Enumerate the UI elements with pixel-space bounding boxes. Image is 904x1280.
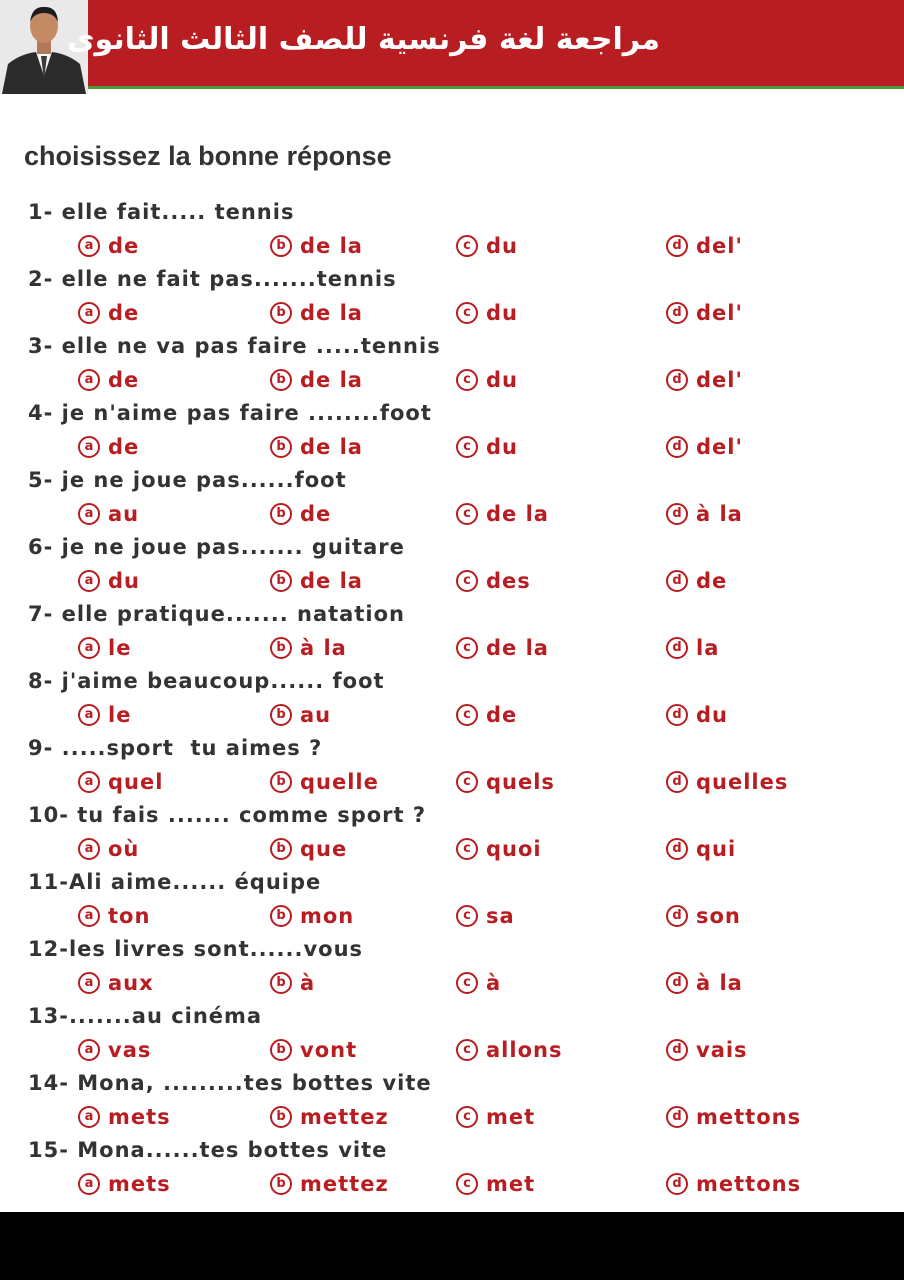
answer-option[interactable] [270, 366, 363, 394]
option-letter-badge: a [78, 771, 100, 793]
option-text: del' [696, 435, 743, 459]
option-text: à [300, 971, 316, 995]
option-text: de la [300, 368, 363, 392]
option-text: del' [696, 301, 743, 325]
question-item [28, 1071, 888, 1138]
answer-option[interactable] [78, 1036, 151, 1064]
option-text: du [486, 301, 518, 325]
option-text: du [486, 368, 518, 392]
option-text: de [300, 502, 332, 526]
option-text: del' [696, 234, 743, 258]
answer-option[interactable] [456, 1170, 535, 1198]
option-text: mets [108, 1105, 171, 1129]
option-text: vas [108, 1038, 152, 1062]
option-text: met [486, 1105, 536, 1129]
question-item [28, 334, 888, 401]
question-text: 10- tu fais ....... comme sport ? [28, 803, 427, 827]
answer-option[interactable] [270, 299, 363, 327]
answer-option[interactable] [270, 902, 354, 930]
option-text: mon [300, 904, 355, 928]
answer-option[interactable] [78, 969, 154, 997]
option-letter-badge: b [270, 838, 292, 860]
option-text: du [696, 703, 728, 727]
answer-option[interactable] [666, 1170, 801, 1198]
page-header-title: مراجعة لغة فرنسية للصف الثالث الثانوى [67, 22, 660, 57]
option-text: aux [108, 971, 154, 995]
option-letter-badge: d [666, 972, 688, 994]
option-letter-badge: b [270, 905, 292, 927]
option-letter-badge: d [666, 235, 688, 257]
question-text: 2- elle ne fait pas.......tennis [28, 267, 397, 291]
option-text: que [300, 837, 348, 861]
answer-option[interactable] [78, 701, 131, 729]
option-letter-badge: a [78, 570, 100, 592]
option-text: son [696, 904, 741, 928]
answer-option[interactable] [78, 1103, 171, 1131]
option-text: allons [486, 1038, 563, 1062]
question-text: 3- elle ne va pas faire .....tennis [28, 334, 441, 358]
answer-option[interactable] [78, 1170, 171, 1198]
question-item [28, 803, 888, 870]
answer-option[interactable] [456, 299, 518, 327]
option-text: sa [486, 904, 515, 928]
answer-option[interactable] [270, 768, 379, 796]
option-letter-badge: c [456, 235, 478, 257]
option-letter-badge: b [270, 1106, 292, 1128]
answer-option[interactable] [270, 969, 315, 997]
option-letter-badge: a [78, 972, 100, 994]
option-letter-badge: b [270, 704, 292, 726]
option-text: de [108, 435, 140, 459]
option-text: des [486, 569, 531, 593]
answer-option[interactable] [78, 299, 139, 327]
option-text: qui [696, 837, 737, 861]
option-text: le [108, 636, 132, 660]
question-text: 15- Mona......tes bottes vite [28, 1138, 388, 1162]
option-letter-badge: d [666, 436, 688, 458]
answer-option[interactable] [666, 1036, 748, 1064]
option-text: de [486, 703, 518, 727]
answer-option[interactable] [456, 1036, 562, 1064]
option-text: mettez [300, 1172, 389, 1196]
answer-option[interactable] [270, 567, 363, 595]
option-text: de la [300, 301, 363, 325]
answer-option[interactable] [666, 366, 743, 394]
option-letter-badge: c [456, 436, 478, 458]
option-text: mettons [696, 1172, 802, 1196]
option-letter-badge: c [456, 302, 478, 324]
option-letter-badge: a [78, 1173, 100, 1195]
answer-option[interactable] [78, 567, 140, 595]
question-item [28, 669, 888, 736]
option-letter-badge: c [456, 838, 478, 860]
option-letter-badge: b [270, 1173, 292, 1195]
option-letter-badge: a [78, 1106, 100, 1128]
option-text: à la [300, 636, 347, 660]
option-letter-badge: b [270, 436, 292, 458]
option-text: ton [108, 904, 151, 928]
answer-option[interactable] [666, 902, 741, 930]
option-letter-badge: d [666, 838, 688, 860]
option-text: de [108, 301, 140, 325]
option-letter-badge: d [666, 570, 688, 592]
question-item [28, 870, 888, 937]
question-item [28, 200, 888, 267]
option-text: mettez [300, 1105, 389, 1129]
option-letter-badge: c [456, 905, 478, 927]
option-letter-badge: b [270, 570, 292, 592]
option-text: quelles [696, 770, 789, 794]
answer-option[interactable] [456, 969, 501, 997]
answer-option[interactable] [270, 1170, 389, 1198]
option-letter-badge: a [78, 436, 100, 458]
option-letter-badge: c [456, 771, 478, 793]
question-item [28, 535, 888, 602]
option-text: de la [300, 569, 363, 593]
option-text: quelle [300, 770, 379, 794]
question-item [28, 736, 888, 803]
answer-option[interactable] [78, 232, 139, 260]
answer-option[interactable] [270, 634, 347, 662]
option-letter-badge: b [270, 1039, 292, 1061]
answer-option[interactable] [78, 500, 139, 528]
option-letter-badge: b [270, 637, 292, 659]
option-text: du [486, 234, 518, 258]
answer-option[interactable] [666, 701, 728, 729]
option-letter-badge: a [78, 838, 100, 860]
answer-option[interactable] [456, 701, 517, 729]
option-text: vont [300, 1038, 358, 1062]
option-text: de la [486, 636, 549, 660]
answer-option[interactable] [270, 1036, 357, 1064]
answer-option[interactable] [270, 1103, 389, 1131]
option-text: la [696, 636, 720, 660]
question-text: 14- Mona, .........tes bottes vite [28, 1071, 432, 1095]
option-letter-badge: c [456, 637, 478, 659]
question-item [28, 401, 888, 468]
option-letter-badge: d [666, 905, 688, 927]
question-text: 7- elle pratique....... natation [28, 602, 405, 626]
answer-option[interactable] [456, 835, 542, 863]
option-letter-badge: c [456, 503, 478, 525]
option-text: del' [696, 368, 743, 392]
option-text: où [108, 837, 140, 861]
option-letter-badge: a [78, 503, 100, 525]
answer-option[interactable] [456, 1103, 535, 1131]
answer-option[interactable] [666, 433, 743, 461]
option-letter-badge: a [78, 637, 100, 659]
header-stripe [0, 86, 904, 89]
answer-option[interactable] [270, 701, 331, 729]
option-text: de la [300, 234, 363, 258]
question-item [28, 1138, 888, 1205]
answer-option[interactable] [78, 634, 131, 662]
answer-option[interactable] [456, 232, 518, 260]
answer-option[interactable] [270, 232, 363, 260]
option-letter-badge: a [78, 235, 100, 257]
option-letter-badge: d [666, 1173, 688, 1195]
answer-option[interactable] [666, 835, 736, 863]
answer-option[interactable] [270, 500, 331, 528]
option-text: au [300, 703, 332, 727]
question-text: 13-.......au cinéma [28, 1004, 263, 1028]
instruction-heading: choisissez la bonne réponse [24, 141, 392, 171]
question-text: 6- je ne joue pas....... guitare [28, 535, 405, 559]
answer-option[interactable] [78, 902, 150, 930]
option-letter-badge: c [456, 570, 478, 592]
option-letter-badge: a [78, 905, 100, 927]
option-letter-badge: d [666, 704, 688, 726]
option-letter-badge: c [456, 704, 478, 726]
option-letter-badge: c [456, 1039, 478, 1061]
option-letter-badge: d [666, 637, 688, 659]
question-item [28, 267, 888, 334]
question-item [28, 1004, 888, 1071]
answer-option[interactable] [456, 366, 518, 394]
option-letter-badge: d [666, 1039, 688, 1061]
bottom-bar [0, 1212, 904, 1280]
option-text: quoi [486, 837, 542, 861]
option-letter-badge: c [456, 369, 478, 391]
option-letter-badge: c [456, 1106, 478, 1128]
question-item [28, 468, 888, 535]
question-text: 9- .....sport tu aimes ? [28, 736, 323, 760]
option-letter-badge: a [78, 1039, 100, 1061]
option-letter-badge: d [666, 302, 688, 324]
answer-option[interactable] [456, 768, 555, 796]
question-item [28, 602, 888, 669]
option-letter-badge: b [270, 972, 292, 994]
option-letter-badge: d [666, 503, 688, 525]
answer-option[interactable] [666, 634, 719, 662]
option-text: au [108, 502, 140, 526]
answer-option[interactable] [456, 500, 549, 528]
option-letter-badge: d [666, 1106, 688, 1128]
option-text: à la [696, 971, 743, 995]
question-text: 11-Ali aime...... équipe [28, 870, 322, 894]
question-item [28, 937, 888, 1004]
answer-option[interactable] [666, 299, 743, 327]
answer-option[interactable] [666, 768, 788, 796]
answer-option[interactable] [456, 433, 518, 461]
answer-option[interactable] [456, 567, 531, 595]
question-text: 12-les livres sont......vous [28, 937, 364, 961]
answer-option[interactable] [78, 768, 163, 796]
answer-option[interactable] [78, 835, 139, 863]
question-text: 8- j'aime beaucoup...... foot [28, 669, 385, 693]
answer-option[interactable] [666, 232, 743, 260]
question-text: 1- elle fait..... tennis [28, 200, 295, 224]
answer-option[interactable] [666, 969, 743, 997]
option-text: quel [108, 770, 164, 794]
option-text: mettons [696, 1105, 802, 1129]
option-text: de [108, 368, 140, 392]
option-letter-badge: b [270, 503, 292, 525]
option-letter-badge: a [78, 302, 100, 324]
option-letter-badge: c [456, 1173, 478, 1195]
option-letter-badge: d [666, 369, 688, 391]
option-letter-badge: d [666, 771, 688, 793]
option-text: mets [108, 1172, 171, 1196]
option-letter-badge: b [270, 771, 292, 793]
answer-option[interactable] [456, 902, 515, 930]
option-text: de la [486, 502, 549, 526]
answer-option[interactable] [78, 433, 139, 461]
question-text: 4- je n'aime pas faire ........foot [28, 401, 432, 425]
option-text: quels [486, 770, 555, 794]
option-letter-badge: c [456, 972, 478, 994]
option-letter-badge: a [78, 704, 100, 726]
option-text: de la [300, 435, 363, 459]
option-text: le [108, 703, 132, 727]
option-text: de [108, 234, 140, 258]
answer-option[interactable] [666, 567, 727, 595]
answer-option[interactable] [456, 634, 549, 662]
answer-option[interactable] [78, 366, 139, 394]
option-text: à [486, 971, 502, 995]
option-text: de [696, 569, 728, 593]
option-text: vais [696, 1038, 748, 1062]
option-letter-badge: b [270, 302, 292, 324]
answer-option[interactable] [666, 500, 743, 528]
option-letter-badge: b [270, 369, 292, 391]
answer-option[interactable] [666, 1103, 801, 1131]
option-letter-badge: b [270, 235, 292, 257]
answer-option[interactable] [270, 835, 347, 863]
question-text: 5- je ne joue pas......foot [28, 468, 347, 492]
option-letter-badge: a [78, 369, 100, 391]
option-text: du [486, 435, 518, 459]
option-text: à la [696, 502, 743, 526]
answer-option[interactable] [270, 433, 363, 461]
option-text: du [108, 569, 140, 593]
option-text: met [486, 1172, 536, 1196]
